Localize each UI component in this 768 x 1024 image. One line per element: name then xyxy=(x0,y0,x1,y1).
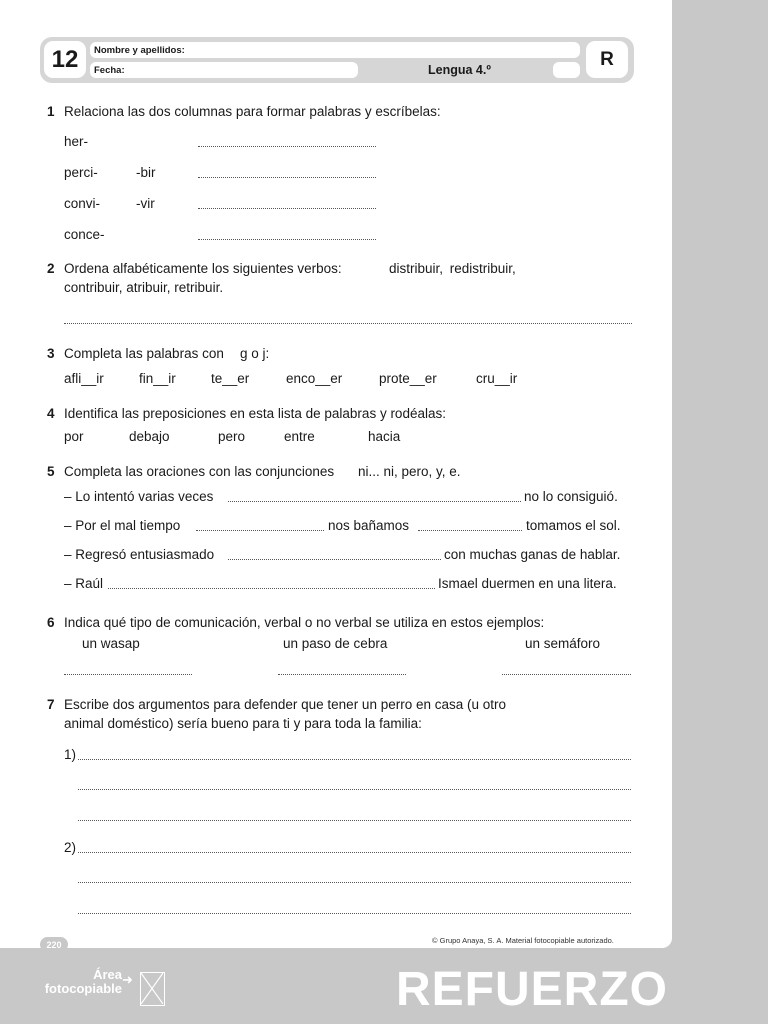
exercise-2-number: 2 xyxy=(47,261,55,276)
exercise-5-number: 5 xyxy=(47,464,55,479)
word-option[interactable]: hacia xyxy=(368,429,401,444)
answer-line[interactable] xyxy=(278,674,406,675)
answer-line[interactable] xyxy=(78,913,631,914)
section-title: REFUERZO xyxy=(396,963,668,1016)
exercise-4-number: 4 xyxy=(47,406,55,421)
level-badge: R xyxy=(586,41,628,78)
exercise-3-number: 3 xyxy=(47,346,55,361)
sentence-end: no lo consiguió. xyxy=(524,489,618,504)
exercise-6-number: 6 xyxy=(47,615,55,630)
area-label-line1: Área xyxy=(93,967,122,982)
sentence-start: – Por el mal tiempo xyxy=(64,518,181,533)
sentence-middle: nos bañamos xyxy=(328,518,410,533)
answer-line[interactable] xyxy=(78,852,631,853)
page-number: 220 xyxy=(40,937,68,952)
photocopy-icon xyxy=(140,972,165,1006)
fill-word[interactable]: cru__ir xyxy=(476,371,518,386)
answer-line[interactable] xyxy=(108,588,435,589)
fill-word[interactable]: enco__er xyxy=(286,371,343,386)
area-label xyxy=(38,968,122,996)
area-label-line2: fotocopiable xyxy=(44,981,122,996)
answer-line[interactable] xyxy=(78,882,631,883)
argument-marker: 2) xyxy=(64,840,77,855)
right-column-item: -bir xyxy=(136,165,156,180)
exercise-1-instruction: Relaciona las dos columnas para formar palabras y escríbelas: xyxy=(64,104,441,119)
answer-line[interactable] xyxy=(198,208,376,209)
exercise-3-instruction: Completa las palabras con xyxy=(64,346,224,361)
exercise-2-verbs-line1: distribuir, redistribuir, xyxy=(389,261,516,276)
left-column-item: her- xyxy=(64,134,89,149)
answer-line[interactable] xyxy=(228,501,521,502)
answer-line[interactable] xyxy=(418,530,522,531)
word-option[interactable]: pero xyxy=(218,429,246,444)
left-column-item: conce- xyxy=(64,227,105,242)
unit-number: 12 xyxy=(44,41,86,78)
arrow-right-icon: ➜ xyxy=(122,972,133,987)
grade-field[interactable] xyxy=(553,62,580,78)
communication-example: un paso de cebra xyxy=(283,636,388,651)
answer-line[interactable] xyxy=(198,239,376,240)
word-option[interactable]: debajo xyxy=(129,429,170,444)
fill-word[interactable]: fin__ir xyxy=(139,371,176,386)
sentence-end: con muchas ganas de hablar. xyxy=(444,547,621,562)
communication-example: un wasap xyxy=(82,636,140,651)
exercise-7-instruction-line1: Escribe dos argumentos para defender que tener un perro en casa (u otro xyxy=(64,697,507,712)
fill-word[interactable]: afli__ir xyxy=(64,371,104,386)
argument-marker: 1) xyxy=(64,747,77,762)
answer-line[interactable] xyxy=(78,759,631,760)
exercise-2-instruction: Ordena alfabéticamente los siguientes verbos: xyxy=(64,261,342,276)
answer-line[interactable] xyxy=(228,559,441,560)
right-margin-band xyxy=(672,0,768,1024)
copyright-note: © Grupo Anaya, S. A. Material fotocopiable autorizado. xyxy=(432,936,614,945)
exercise-2-verbs-line2: contribuir, atribuir, retribuir. xyxy=(64,280,224,295)
answer-line[interactable] xyxy=(196,530,324,531)
left-column-item: perci- xyxy=(64,165,98,180)
answer-line[interactable] xyxy=(64,323,632,324)
exercise-7-instruction-line2: animal doméstico) sería bueno para ti y para toda la familia: xyxy=(64,716,422,731)
word-option[interactable]: por xyxy=(64,429,84,444)
sentence-start: – Lo intentó varias veces xyxy=(64,489,214,504)
communication-example: un semáforo xyxy=(525,636,601,651)
left-column-item: convi- xyxy=(64,196,101,211)
sentence-end: Ismael duermen en una litera. xyxy=(438,576,617,591)
name-field[interactable]: Nombre y apellidos: xyxy=(90,42,580,58)
exercise-5-instruction: Completa las oraciones con las conjunciones xyxy=(64,464,335,479)
answer-line[interactable] xyxy=(78,820,631,821)
exercise-7-number: 7 xyxy=(47,697,55,712)
exercise-3-letters: g o j: xyxy=(240,346,270,361)
exercise-1-number: 1 xyxy=(47,104,55,119)
sentence-start: – Regresó entusiasmado xyxy=(64,547,215,562)
answer-line[interactable] xyxy=(502,674,631,675)
answer-line[interactable] xyxy=(198,146,376,147)
word-option[interactable]: entre xyxy=(284,429,315,444)
answer-line[interactable] xyxy=(64,674,192,675)
answer-line[interactable] xyxy=(198,177,376,178)
exercise-4-instruction: Identifica las preposiciones en esta lista de palabras y rodéalas: xyxy=(64,406,446,421)
answer-line[interactable] xyxy=(78,789,631,790)
sentence-start: – Raúl xyxy=(64,576,104,591)
subject-label: Lengua 4.º xyxy=(428,63,491,77)
exercise-5-conjunctions: ni... ni, pero, y, e. xyxy=(358,464,461,479)
right-column-item: -vir xyxy=(136,196,155,211)
sentence-end: tomamos el sol. xyxy=(526,518,621,533)
date-field[interactable]: Fecha: xyxy=(90,62,358,78)
fill-word[interactable]: te__er xyxy=(211,371,250,386)
fill-word[interactable]: prote__er xyxy=(379,371,437,386)
exercise-6-instruction: Indica qué tipo de comunicación, verbal o no verbal se utiliza en estos ejemplos: xyxy=(64,615,545,630)
